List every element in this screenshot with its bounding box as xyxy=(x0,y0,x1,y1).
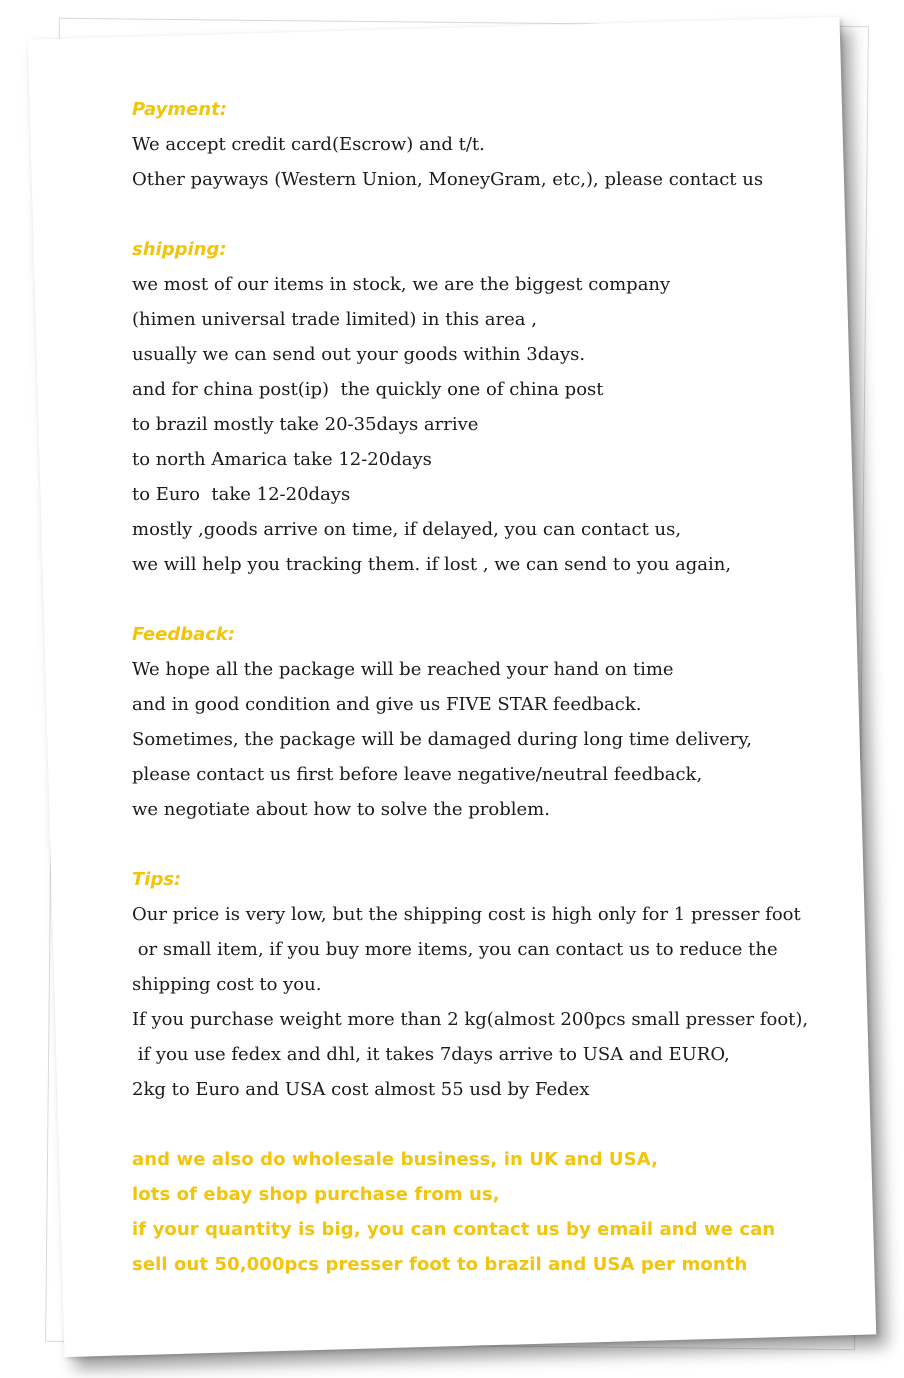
wholesale-line: if your quantity is big, you can contact us by email and we can xyxy=(132,1219,776,1240)
shipping-line: usually we can send out your goods within 3days. xyxy=(132,344,586,365)
shipping-line: to brazil mostly take 20-35days arrive xyxy=(132,414,479,435)
shipping-heading: shipping: xyxy=(132,239,227,260)
payment-line: We accept credit card(Escrow) and t/t. xyxy=(132,134,485,155)
tips-section xyxy=(132,862,832,1107)
shipping-line: to Euro take 12-20days xyxy=(132,484,351,505)
feedback-line: Sometimes, the package will be damaged during long time delivery, xyxy=(132,729,752,750)
shipping-line: and for china post(ip) the quickly one of china post xyxy=(132,379,604,400)
section-spacer xyxy=(132,197,832,232)
tips-heading: Tips: xyxy=(132,869,182,890)
feedback-line: We hope all the package will be reached your hand on time xyxy=(132,659,674,680)
shipping-line: we most of our items in stock, we are the biggest company xyxy=(132,274,671,295)
payment-section xyxy=(132,92,832,197)
tips-line: If you purchase weight more than 2 kg(almost 200pcs small presser foot), xyxy=(132,1009,809,1030)
tips-line: 2kg to Euro and USA cost almost 55 usd by Fedex xyxy=(132,1079,590,1100)
wholesale-line: sell out 50,000pcs presser foot to brazil and USA per month xyxy=(132,1254,748,1275)
shipping-line: we will help you tracking them. if lost , we can send to you again, xyxy=(132,554,732,575)
feedback-line: please contact us first before leave negative/neutral feedback, xyxy=(132,764,703,785)
wholesale-section xyxy=(132,1142,832,1282)
wholesale-line: lots of ebay shop purchase from us, xyxy=(132,1184,500,1205)
section-spacer xyxy=(132,827,832,862)
feedback-line: and in good condition and give us FIVE STAR feedback. xyxy=(132,694,642,715)
notice-content xyxy=(132,92,832,1282)
section-spacer xyxy=(132,1107,832,1142)
payment-line: Other payways (Western Union, MoneyGram, etc,), please contact us xyxy=(132,169,764,190)
feedback-line: we negotiate about how to solve the problem. xyxy=(132,799,550,820)
tips-line: shipping cost to you. xyxy=(132,974,322,995)
tips-line: or small item, if you buy more items, you can contact us to reduce the xyxy=(132,939,778,960)
shipping-line: mostly ,goods arrive on time, if delayed, you can contact us, xyxy=(132,519,682,540)
shipping-section xyxy=(132,232,832,582)
feedback-heading: Feedback: xyxy=(132,624,236,645)
shipping-line: to north Amarica take 12-20days xyxy=(132,449,432,470)
tips-line: if you use fedex and dhl, it takes 7days arrive to USA and EURO, xyxy=(132,1044,730,1065)
tips-line: Our price is very low, but the shipping cost is high only for 1 presser foot xyxy=(132,904,801,925)
section-spacer xyxy=(132,582,832,617)
payment-heading: Payment: xyxy=(132,99,227,120)
wholesale-line: and we also do wholesale business, in UK and USA, xyxy=(132,1149,659,1170)
shipping-line: (himen universal trade limited) in this area , xyxy=(132,309,537,330)
feedback-section xyxy=(132,617,832,827)
